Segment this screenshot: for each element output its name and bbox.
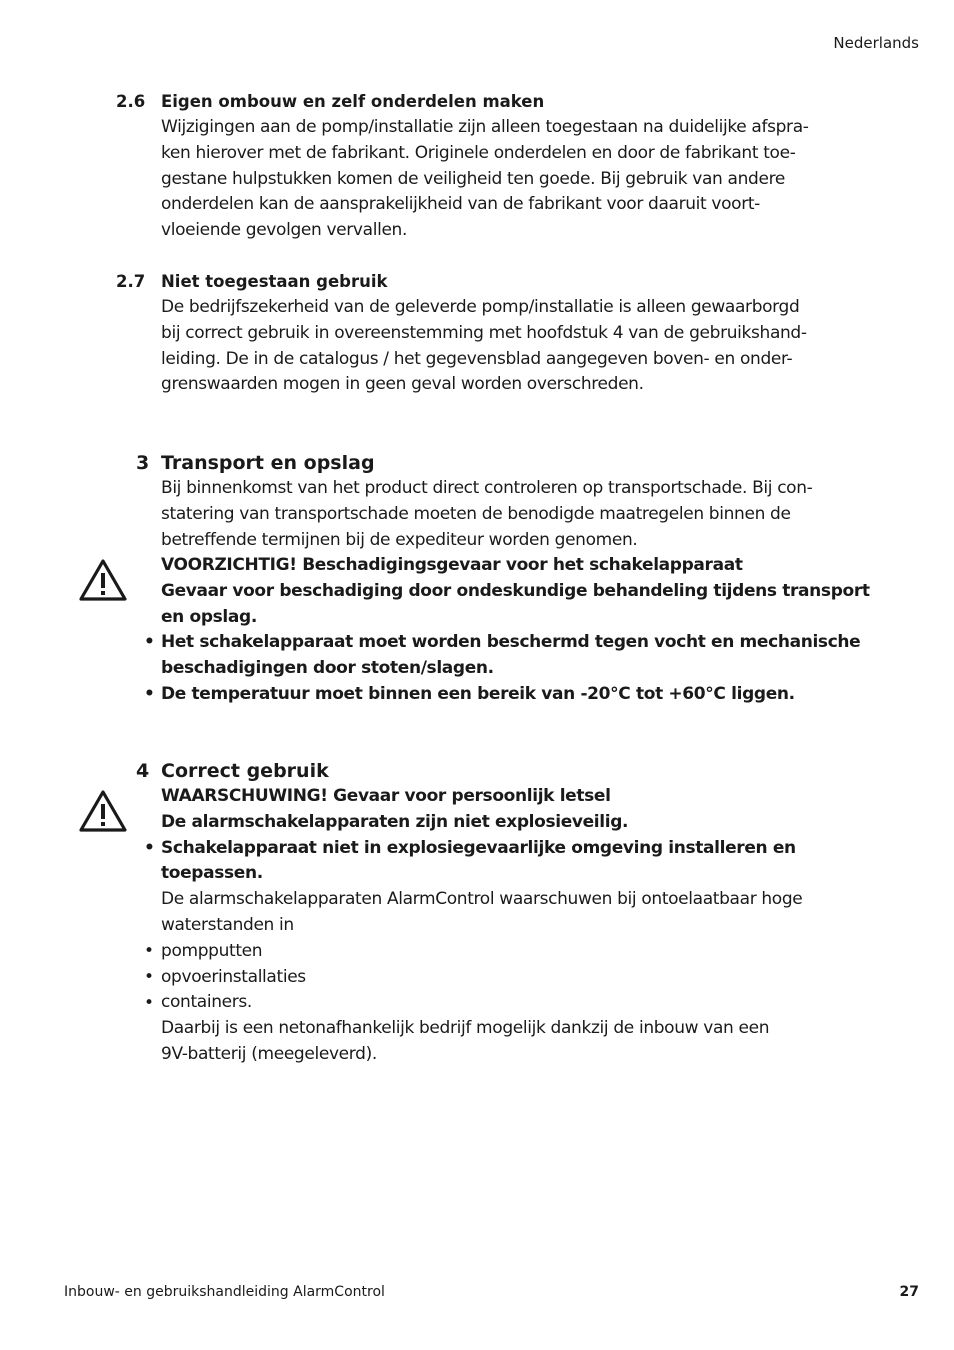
- body-line: De alarmschakelapparaten AlarmControl waarschuwen bij ontoelaatbaar hoge: [161, 889, 803, 910]
- body-line: Daarbij is een netonafhankelijk bedrijf mogelijk dankzij de inbouw van een: [161, 1018, 770, 1039]
- body-line: 9V-batterij (meegeleverd).: [161, 1043, 377, 1064]
- bullet-marker: •: [144, 684, 155, 704]
- body-line: leiding. De in de catalogus / het gegevensblad aangegeven boven- en onder-: [161, 348, 793, 369]
- chapter-number: 4: [136, 760, 150, 782]
- warning-bullet-line: toepassen.: [161, 863, 263, 884]
- bullet-marker: •: [144, 967, 155, 987]
- section-body: [161, 476, 831, 553]
- header-language: Nederlands: [833, 34, 919, 52]
- body-line: Wijzigingen aan de pomp/installatie zijn alleen toegestaan na duidelijke afspra-: [161, 117, 809, 137]
- warning-heading: VOORZICHTIG! Beschadigingsgevaar voor het schakelapparaat: [161, 555, 743, 575]
- warning-triangle-icon: [79, 789, 127, 833]
- section-body: [161, 784, 831, 1068]
- warning-line: en opslag.: [161, 606, 257, 627]
- warning-heading: WAARSCHUWING! Gevaar voor persoonlijk letsel: [161, 786, 611, 806]
- bullet-marker: •: [144, 632, 155, 652]
- bullet-marker: •: [144, 838, 155, 858]
- body-line: gestane hulpstukken komen de veiligheid ten goede. Bij gebruik van andere: [161, 168, 785, 189]
- body-line: Bij binnenkomst van het product direct controleren op transportschade. Bij con-: [161, 478, 813, 498]
- chapter-title: Transport en opslag: [161, 452, 375, 474]
- list-item: pompputten: [161, 940, 263, 961]
- body-line: statering van transportschade moeten de benodigde maatregelen binnen de: [161, 503, 791, 524]
- warning-triangle-icon: [79, 558, 127, 602]
- footer-page-number: 27: [899, 1284, 919, 1300]
- section-title: Eigen ombouw en zelf onderdelen maken: [161, 92, 545, 111]
- chapter-number: 3: [136, 452, 150, 474]
- section-body: [161, 295, 831, 398]
- body-line: onderdelen kan de aansprakelijkheid van de fabrikant voor daaruit voort-: [161, 194, 760, 215]
- bullet-marker: •: [144, 993, 155, 1013]
- bullet-marker: •: [144, 941, 155, 961]
- body-line: vloeiende gevolgen vervallen.: [161, 220, 408, 241]
- warning-bullet-line: Schakelapparaat niet in explosiegevaarlijke omgeving installeren en: [161, 837, 796, 858]
- body-line: waterstanden in: [161, 914, 294, 935]
- section-number: 2.6: [116, 92, 146, 111]
- body-line: ken hierover met de fabrikant. Originele onderdelen en door de fabrikant toe-: [161, 142, 796, 163]
- warning-block: [161, 553, 870, 708]
- body-line: grenswaarden mogen in geen geval worden overschreden.: [161, 374, 644, 395]
- chapter-title: Correct gebruik: [161, 760, 329, 782]
- body-line: bij correct gebruik in overeenstemming met hoofdstuk 4 van de gebruikshand-: [161, 322, 807, 343]
- warning-bullet-line: beschadigingen door stoten/slagen.: [161, 658, 494, 679]
- warning-bullet-line: Het schakelapparaat moet worden beschermd tegen vocht en mechanische: [161, 632, 861, 653]
- list-item: containers.: [161, 992, 252, 1013]
- warning-line: De alarmschakelapparaten zijn niet explosieveilig.: [161, 811, 629, 832]
- body-line: De bedrijfszekerheid van de geleverde pomp/installatie is alleen gewaarborgd: [161, 297, 800, 317]
- section-number: 2.7: [116, 272, 146, 291]
- warning-line: Gevaar voor beschadiging door ondeskundige behandeling tijdens transport: [161, 580, 870, 601]
- section-body: [161, 115, 831, 244]
- section-title: Niet toegestaan gebruik: [161, 272, 388, 291]
- footer-document-title: Inbouw- en gebruikshandleiding AlarmControl: [64, 1284, 385, 1300]
- warning-bullet-line: De temperatuur moet binnen een bereik van -20°C tot +60°C liggen.: [161, 683, 795, 704]
- body-line: betreffende termijnen bij de expediteur worden genomen.: [161, 529, 638, 550]
- list-item: opvoerinstallaties: [161, 966, 306, 987]
